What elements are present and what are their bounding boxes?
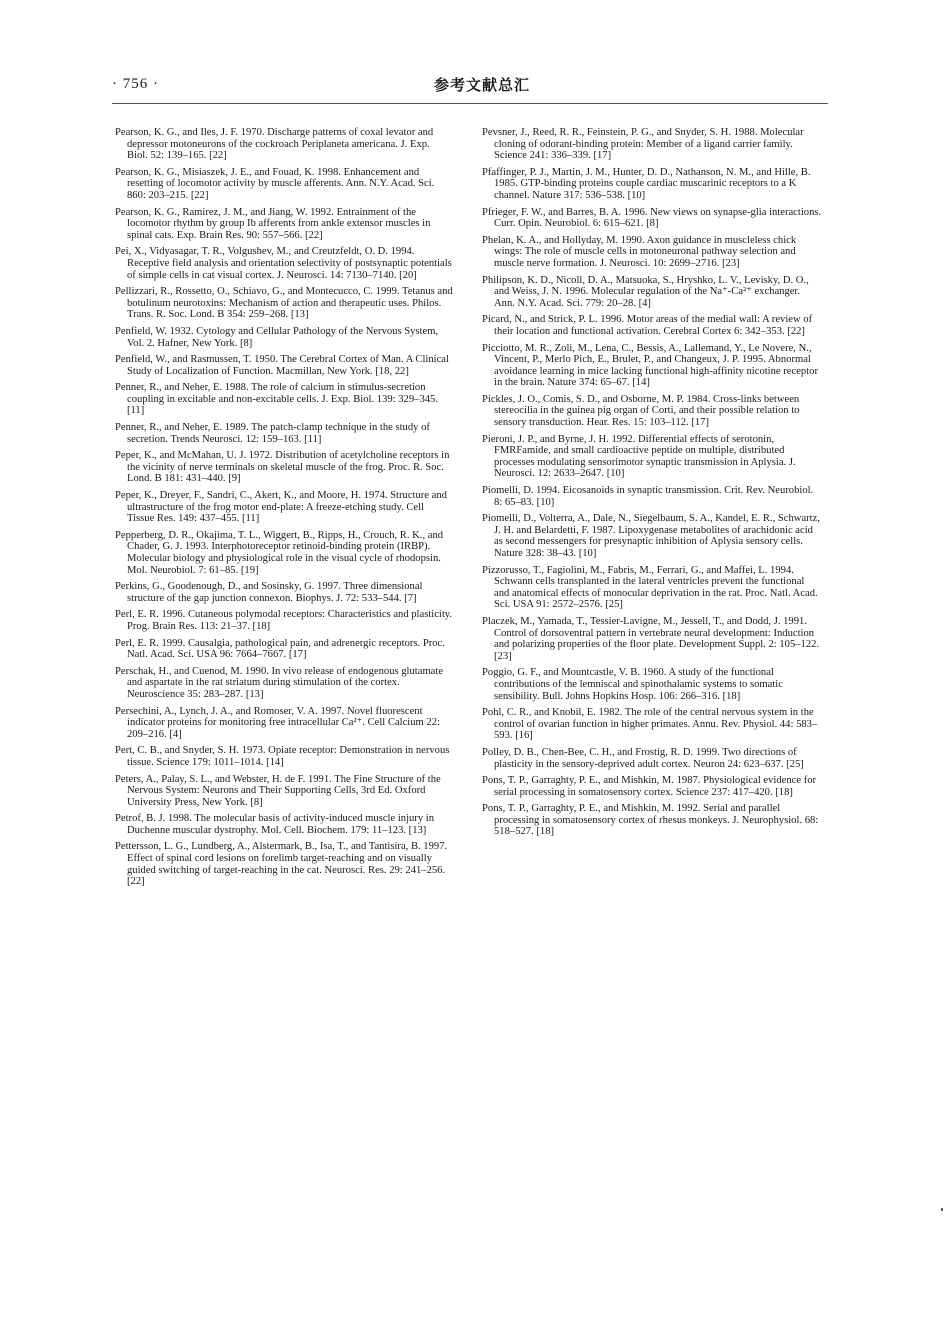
reference-entry: Penfield, W., and Rasmussen, T. 1950. The Cerebral Cortex of Man. A Clinical Study of Localization of Function. Macmillan, New York. [18, 22] <box>115 354 449 377</box>
reference-entry: Persechini, A., Lynch, J. A., and Romoser, V. A. 1997. Novel fluorescent indicator proteins for monitoring free intracellular Ca²⁺. Cell Calcium 22: 209–216. [4] <box>115 705 440 740</box>
reference-entry: Pepperberg, D. R., Okajima, T. L., Wiggert, B., Ripps, H., Crouch, R. K., and Chader, G. J. 1993. Interphotoreceptor retinoid-binding protein (IRBP). Molecular biology and physiological role in the visual cycle of rhodopsin. Mol. Neurobiol. 7: 61–85. [19] <box>115 529 444 576</box>
reference-entry: Pfaffinger, P. J., Martin, J. M., Hunter, D. D., Nathanson, N. M., and Hille, B. 1985. GTP-binding proteins couple cardiac muscarinic receptors to a K channel. Nature 317: 536–538. [10] <box>482 166 811 201</box>
reference-entry: Peper, K., and McMahan, U. J. 1972. Distribution of acetylcholine receptors in the vicinity of nerve terminals on skeletal muscle of the frog. Proc. R. Soc. Lond. B 181: 431–440. [9] <box>115 450 450 485</box>
reference-entry: Pieroni, J. P., and Byrne, J. H. 1992. Differential effects of serotonin, FMRFamide, and small cardioactive peptide on multiple, distributed processes modulating sensorimotor synaptic transmission in Aplysia. J. Neurosci. 12: 2633–2647. [10] <box>482 433 796 480</box>
reference-entry: Perkins, G., Goodenough, D., and Sosinsky, G. 1997. Three dimensional structure of the gap junction connexon. Biophys. J. 72: 533–544. [7] <box>115 581 423 604</box>
reference-entry: Pei, X., Vidyasagar, T. R., Volgushev, M., and Creutzfeldt, O. D. 1994. Receptive field analysis and orientation selectivity of postsynaptic potentials of simple cells in cat visual cortex. J. Neurosci. 14: 7130–7140. [20] <box>115 246 452 281</box>
reference-entry: Pearson, K. G., Misiaszek, J. E., and Fouad, K. 1998. Enhancement and resetting of locomotor activity by muscle afferents. Ann. N.Y. Acad. Sci. 860: 203–215. [22] <box>115 166 435 201</box>
reference-entry: Picard, N., and Strick, P. L. 1996. Motor areas of the medial wall: A review of their location and functional activation. Cerebral Cortex 6: 342–353. [22] <box>482 314 813 337</box>
reference-entry: Pellizzari, R., Rossetto, O., Schiavo, G., and Montecucco, C. 1999. Tetanus and botulinum neurotoxins: Mechanism of action and therapeutic uses. Philos. Trans. R. Soc. Lond. B 354: 259–268. [13] <box>115 286 453 321</box>
reference-entry: Pearson, K. G., and Iles, J. F. 1970. Discharge patterns of coxal levator and depressor motoneurons of the cockroach Periplaneta americana. J. Exp. Biol. 52: 139–165. [22] <box>115 127 434 162</box>
reference-entry: Penner, R., and Neher, E. 1989. The patch-clamp technique in the study of secretion. Trends Neurosci. 12: 159–163. [11] <box>115 422 430 445</box>
reference-entry: Piomelli, D., Volterra, A., Dale, N., Siegelbaum, S. A., Kandel, E. R., Schwartz, J. H. and Belardetti, F. 1987. Lipoxygenase metabolites of arachidonic acid as second messengers for presynaptic inhibition of Aplysia sensory cells. Nature 328: 38–43. [10] <box>482 513 820 559</box>
reference-entry: Piomelli, D. 1994. Eicosanoids in synaptic transmission. Crit. Rev. Neurobiol. 8: 65–83. [10] <box>482 485 814 508</box>
reference-entry: Placzek, M., Yamada, T., Tessier-Lavigne, M., Jessell, T., and Dodd, J. 1991. Control of dorsoventral pattern in vertebrate neural development: Induction and polarizing properties of the floor plate. Development Suppl. 2: 105–122. [23] <box>482 615 820 662</box>
reference-entry: Pfrieger, F. W., and Barres, B. A. 1996. New views on synapse-glia interactions. Curr. Opin. Neurobiol. 6: 615–621. [8] <box>482 206 822 230</box>
header-rule <box>112 103 828 104</box>
reference-entry: Pevsner, J., Reed, R. R., Feinstein, P. G., and Snyder, S. H. 1988. Molecular cloning of odorant-binding protein: Member of a ligand carrier family. Science 241: 336–339. [17] <box>482 127 804 162</box>
reference-entry: Petrof, B. J. 1998. The molecular basis of activity-induced muscle injury in Duchenne muscular dystrophy. Mol. Cell. Biochem. 179: 11–123. [13] <box>115 813 435 836</box>
reference-entry: Pons, T. P., Garraghty, P. E., and Mishkin, M. 1992. Serial and parallel processing in somatosensory cortex of rhesus monkeys. J. Neurophysiol. 68: 518–527. [18] <box>482 803 819 838</box>
reference-entry: Phelan, K. A., and Hollyday, M. 1990. Axon guidance in muscleless chick wings: The role of muscle cells in motoneuronal pathway selection and muscle nerve formation. J. Neurosci. 10: 2699–2716. [23] <box>482 234 797 269</box>
reference-entry: Pohl, C. R., and Knobil, E. 1982. The role of the central nervous system in the control of ovarian function in higher primates. Annu. Rev. Physiol. 44: 583–593. [16] <box>482 707 818 742</box>
reference-entry: Polley, D. B., Chen-Bee, C. H., and Frostig, R. D. 1999. Two directions of plasticity in the sensory-deprived adult cortex. Neuron 24: 623–637. [25] <box>482 746 804 770</box>
reference-entry: Perschak, H., and Cuenod, M. 1990. In vivo release of endogenous glutamate and aspartate in the rat striatum during stimulation of the cortex. Neuroscience 35: 283–287. [13] <box>115 665 444 700</box>
reference-entry: Pearson, K. G., Ramirez, J. M., and Jiang, W. 1992. Entrainment of the locomotor rhythm by group Ib afferents from ankle extensor muscles in spinal cats. Exp. Brain Res. 90: 557–566. [22] <box>115 206 431 241</box>
running-title: 参考文献总汇 <box>433 76 530 94</box>
reference-entry: Pons, T. P., Garraghty, P. E., and Mishkin, M. 1987. Physiological evidence for serial processing in somatosensory cortex. Science 237: 417–420. [18] <box>482 775 817 798</box>
reference-entry: Philipson, K. D., Nicoll, D. A., Matsuoka, S., Hryshko, L. V., Levisky, D. O., and Weiss, J. N. 1996. Molecular regulation of the Na⁺-Ca²⁺ exchanger. Ann. N.Y. Acad. Sci. 779: 20–28. [4] <box>482 274 809 309</box>
reference-entry: Peper, K., Dreyer, F., Sandri, C., Akert, K., and Moore, H. 1974. Structure and ultrastructure of the frog motor end-plate: A freeze-etching study. Cell Tissue Res. 149: 437–455. [11] <box>115 490 447 525</box>
reference-entry: Penner, R., and Neher, E. 1988. The role of calcium in stimulus-secretion coupling in excitable and non-excitable cells. J. Exp. Biol. 139: 329–345. [11] <box>115 382 438 417</box>
reference-entry: Pizzorusso, T., Fagiolini, M., Fabris, M., Ferrari, G., and Maffei, L. 1994. Schwann cells transplanted in the lateral ventricles prevent the functional and anatomical effects of monocular deprivation in the rat. Proc. Natl. Acad. Sci. USA 91: 2572–2576. [25] <box>482 564 818 611</box>
reference-entry: Perl, E. R. 1996. Cutaneous polymodal receptors: Characteristics and plasticity. Prog. Brain Res. 113: 21–37. [18] <box>115 609 453 632</box>
page-header <box>112 76 828 104</box>
reference-entry: Pickles, J. O., Comis, S. D., and Osborne, M. P. 1984. Cross-links between stereocilia in the guinea pig organ of Corti, and their possible relation to sensory transduction. Hear. Res. 15: 103–112. [17] <box>482 393 800 429</box>
reference-column-right <box>482 127 822 843</box>
reference-entry: Penfield, W. 1932. Cytology and Cellular Pathology of the Nervous System, Vol. 2. Hafner, New York. [8] <box>115 325 439 349</box>
reference-entry: Poggio, G. F., and Mountcastle, V. B. 1960. A study of the functional contributions of the lemniscal and spinothalamic systems to somatic sensibility. Bull. Johns Hopkins Hosp. 106: 266–316. [18] <box>482 667 783 702</box>
reference-entry: Picciotto, M. R., Zoli, M., Lena, C., Bessis, A., Lallemand, Y., Le Novere, N., Vincent, P., Merlo Pich, E., Brulet, P., and Changeux, J. P. 1995. Abnormal avoidance learning in mice lacking functional high-affinity nicotine receptor in the brain. Nature 374: 65–67. [14] <box>482 342 818 389</box>
scan-speck <box>941 1208 943 1211</box>
reference-entry: Perl, E. R. 1999. Causalgia, pathological pain, and adrenergic receptors. Proc. Natl. Acad. Sci. USA 96: 7664–7667. [17] <box>115 637 445 661</box>
reference-entry: Pettersson, L. G., Lundberg, A., Alstermark, B., Isa, T., and Tantisira, B. 1997. Effect of spinal cord lesions on forelimb target-reaching and on visually guided switching of target-reaching in the cat. Neurosci. Res. 29: 241–256. [22] <box>115 841 448 888</box>
reference-column-left <box>115 127 453 893</box>
reference-entry: Peters, A., Palay, S. L., and Webster, H. de F. 1991. The Fine Structure of the Nervous System: Neurons and Their Supporting Cells, 3rd Ed. Oxford University Press, New York. [8] <box>115 773 441 808</box>
page-number: · 756 · <box>112 76 159 92</box>
reference-entry: Pert, C. B., and Snyder, S. H. 1973. Opiate receptor: Demonstration in nervous tissue. Science 179: 1011–1014. [14] <box>115 745 450 768</box>
